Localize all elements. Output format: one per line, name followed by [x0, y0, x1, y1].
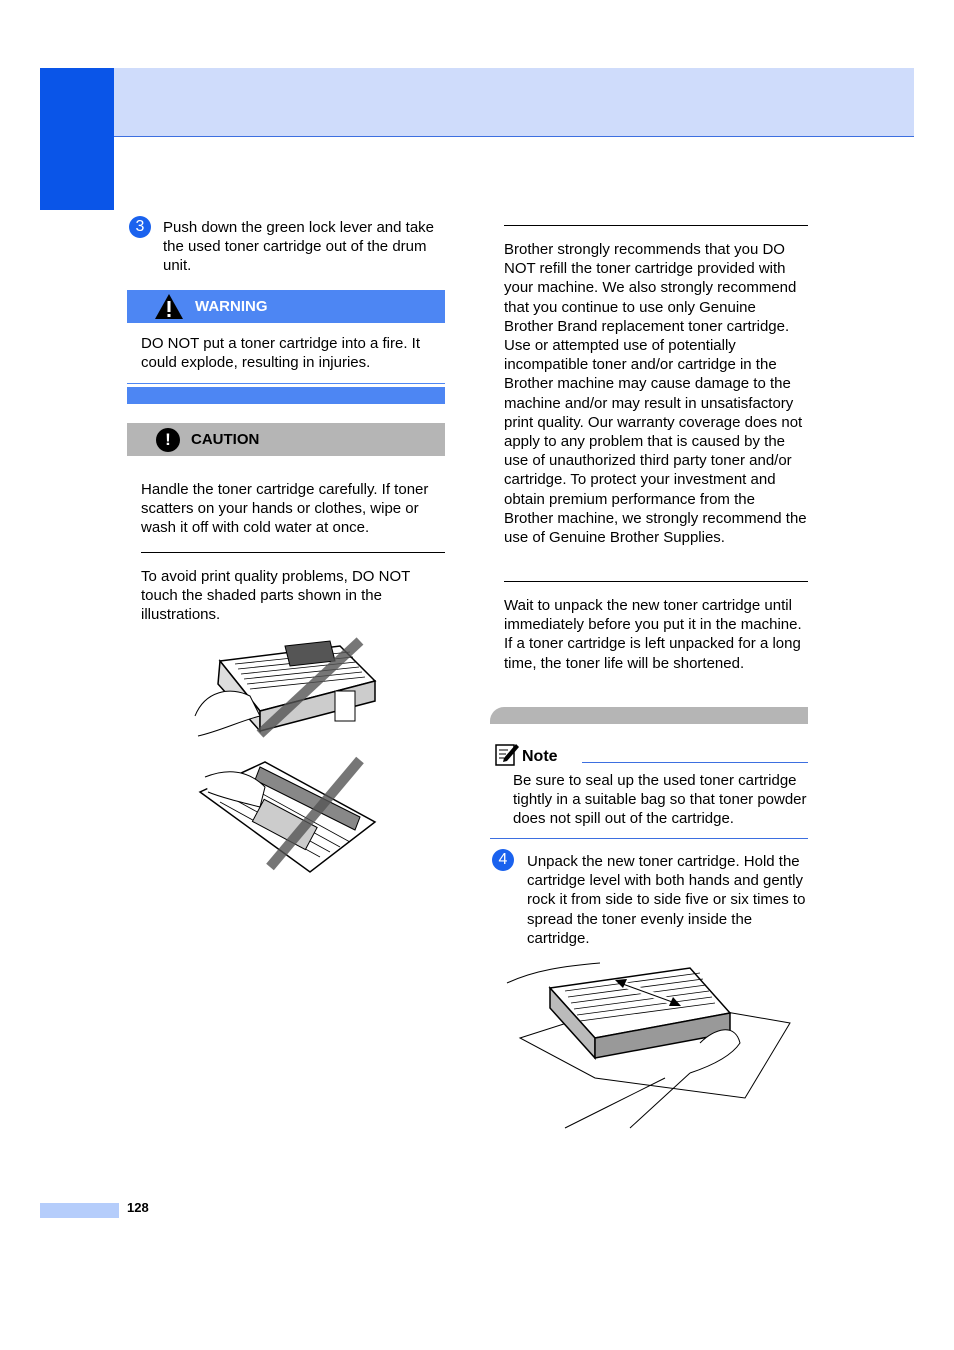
- quality-text: To avoid print quality problems, DO NOT touch the shaded parts shown in the illustrations.: [141, 568, 410, 624]
- note-text: Be sure to seal up the used toner cartridge tightly in a suitable bag so that toner powder does not spill out of the cartridge.: [513, 772, 807, 828]
- exclamation-circle-icon: !: [156, 428, 180, 452]
- recommend-divider-top: [504, 225, 808, 226]
- footer-tab: [40, 1203, 119, 1218]
- note-header-rule: [582, 762, 808, 763]
- warning-text: DO NOT put a toner cartridge into a fire. It could explode, resulting in injuries.: [141, 335, 421, 372]
- step-number-badge: 4: [492, 849, 514, 871]
- warning-triangle-icon: [154, 293, 184, 320]
- warning-divider: [127, 383, 445, 384]
- caution-divider: [141, 552, 445, 553]
- unpack-text: Wait to unpack the new toner cartridge until immediately before you put it in the machine. If a toner cartridge is left unpacked for a long time, the toner life will be shortened.: [504, 597, 802, 672]
- caution-end-band: [490, 707, 808, 724]
- recommend-divider-bottom: [504, 581, 808, 582]
- note-label: Note: [522, 748, 558, 765]
- rocking-cartridge-illustration: [505, 958, 795, 1133]
- toner-cartridge-illustration: [190, 636, 385, 746]
- page-number: 128: [127, 1200, 149, 1215]
- step-number-badge: 3: [129, 216, 151, 238]
- warning-end-band: [127, 387, 445, 404]
- header-band: [114, 68, 914, 137]
- recommend-text: Brother strongly recommends that you DO NOT refill the toner cartridge provided with your machine. We also strongly recommend that you continue to use only Genuine Brother Brand replacement toner cartridge. Use or attempted use of potentially incompatible toner and/or cartridge in the Brother machine may cause damage to the machine and/or may result in unsatisfactory print quality. Our warranty coverage does not apply to any problem that is caused by the use of unauthorized third party toner and/or cartridge. To protect your investment and obtain premium performance from the Brother machine, we strongly recommend the use of Genuine Brother Supplies.: [504, 241, 807, 547]
- chapter-tab-block: [40, 68, 114, 210]
- step-3-text: Push down the green lock lever and take the used toner cartridge out of the drum unit.: [163, 219, 435, 275]
- warning-label: WARNING: [195, 298, 268, 315]
- note-pencil-icon: [494, 742, 520, 768]
- step-4-text: Unpack the new toner cartridge. Hold the cartridge level with both hands and gently rock it from side to side five or six times to spread the toner evenly inside the cartridge.: [527, 853, 806, 947]
- caution-label: CAUTION: [191, 431, 260, 448]
- drum-unit-illustration: [190, 752, 385, 882]
- caution-text: Handle the toner cartridge carefully. If toner scatters on your hands or clothes, wipe or wash it off with cold water at once.: [141, 481, 429, 537]
- note-bottom-rule: [490, 838, 808, 839]
